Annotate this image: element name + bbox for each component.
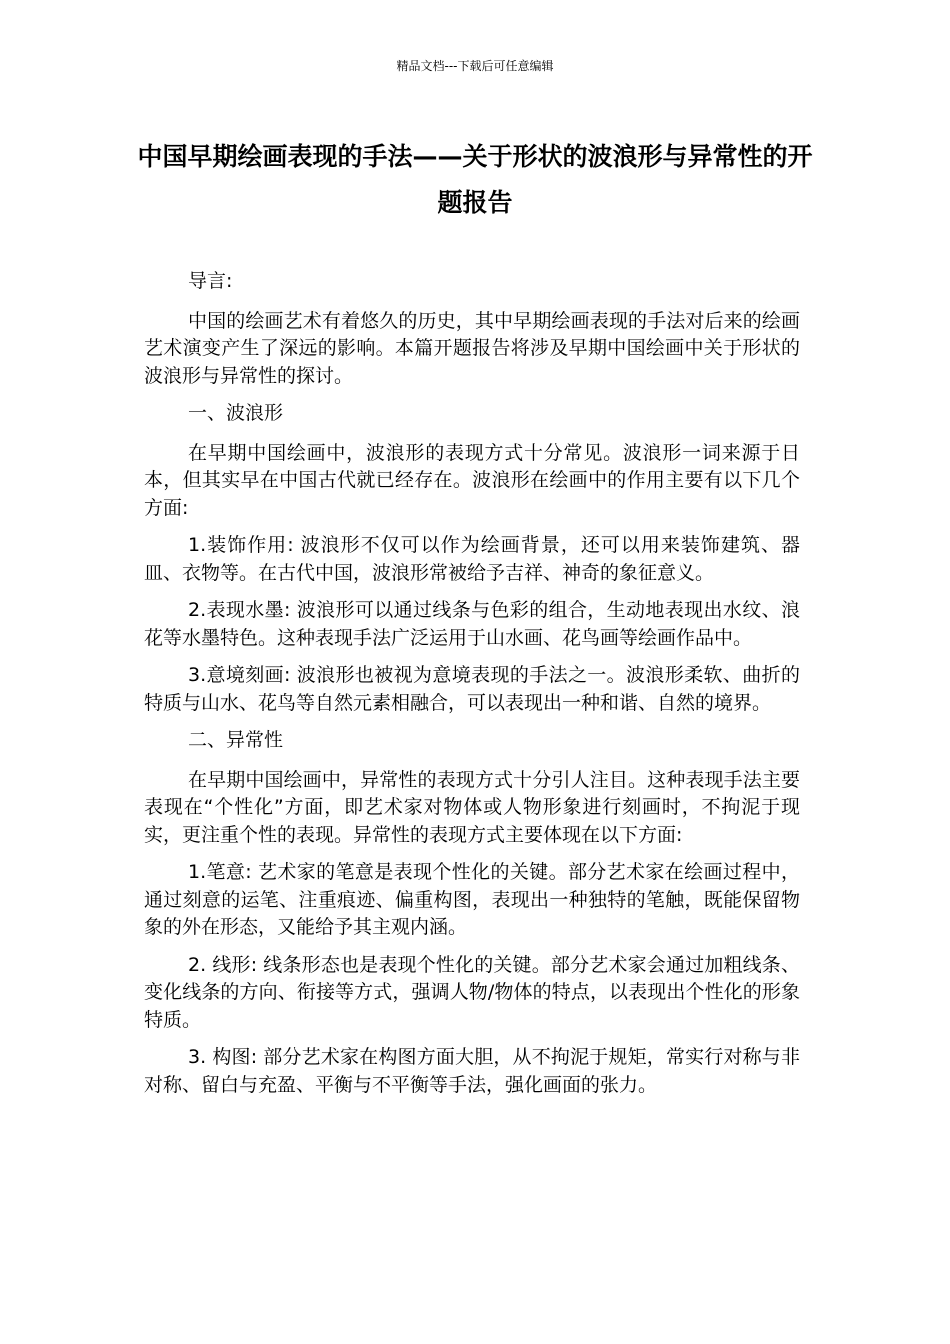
paragraph-intro: 中国的绘画艺术有着悠久的历史，其中早期绘画表现的手法对后来的绘画艺术演变产生了深远的影响。本篇开题报告将涉及早期中国绘画中关于形状的波浪形与异常性的探讨。 bbox=[144, 309, 800, 387]
section-heading-wave: 一、波浪形 bbox=[188, 402, 284, 424]
paragraph-wave-mood: 3.意境刻画: 波浪形也被视为意境表现的手法之一。波浪形柔软、曲折的特质与山水、花鸟等自然元素相融合，可以表现出一种和谐、自然的境界。 bbox=[144, 664, 800, 714]
document-body bbox=[144, 268, 800, 1109]
paragraph-wave-decoration: 1.装饰作用: 波浪形不仅可以作为绘画背景，还可以用来装饰建筑、器皿、衣物等。在古代中国，波浪形常被给予吉祥、神奇的象征意义。 bbox=[144, 534, 800, 584]
paragraph-abnormality-composition: 3. 构图: 部分艺术家在构图方面大胆，从不拘泥于规矩，常实行对称与非对称、留白与充盈、平衡与不平衡等手法，强化画面的张力。 bbox=[144, 1046, 800, 1096]
paragraph-wave-ink: 2.表现水墨: 波浪形可以通过线条与色彩的组合，生动地表现出水纹、浪花等水墨特色。这种表现手法广泛运用于山水画、花鸟画等绘画作品中。 bbox=[144, 599, 800, 649]
section-heading-abnormality: 二、异常性 bbox=[188, 729, 284, 751]
paragraph-abnormality-overview: 在早期中国绘画中，异常性的表现方式十分引人注目。这种表现手法主要表现在“个性化”方面，即艺术家对物体或人物形象进行刻画时，不拘泥于现实，更注重个性的表现。异常性的表现方式主要体现在以下方面: bbox=[144, 768, 800, 846]
paragraph-abnormality-line: 2. 线形: 线条形态也是表现个性化的关键。部分艺术家会通过加粗线条、变化线条的方向、衔接等方式，强调人物/物体的特点，以表现出个性化的形象特质。 bbox=[144, 953, 800, 1031]
paragraph-wave-overview: 在早期中国绘画中，波浪形的表现方式十分常见。波浪形一词来源于日本，但其实早在中国古代就已经存在。波浪形在绘画中的作用主要有以下几个方面: bbox=[144, 441, 800, 519]
paragraph-intro-label: 导言: bbox=[188, 270, 233, 292]
paragraph-abnormality-brush: 1.笔意: 艺术家的笔意是表现个性化的关键。部分艺术家在绘画过程中，通过刻意的运笔、注重痕迹、偏重构图，表现出一种独特的笔触，既能保留物象的外在形态，又能给予其主观内涵。 bbox=[144, 861, 800, 938]
header-note: 精品文档---下载后可任意编辑 bbox=[396, 59, 554, 73]
document-title: 中国早期绘画表现的手法——关于形状的波浪形与异常性的开题报告 bbox=[137, 142, 813, 217]
